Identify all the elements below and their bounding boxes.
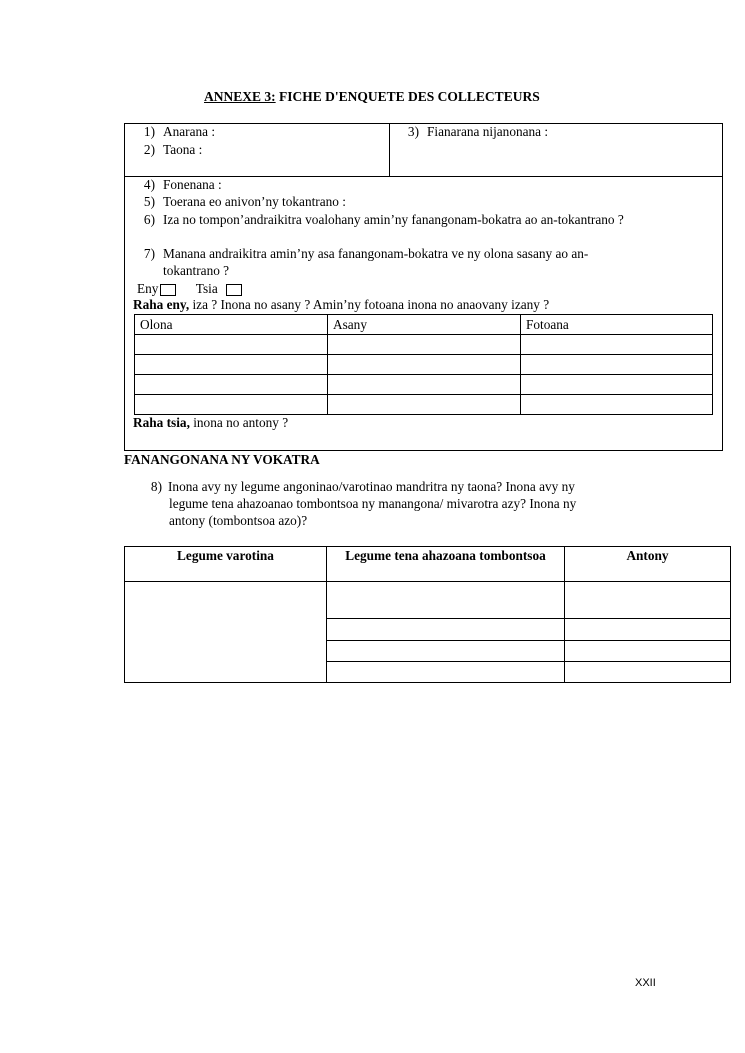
collector-form <box>124 123 723 451</box>
table-header-row <box>125 547 731 582</box>
question-3: 3) Fianarana nijanonana : <box>407 124 549 139</box>
eny-checkbox[interactable] <box>160 284 176 296</box>
header-fotoana: Fotoana <box>521 315 713 335</box>
question-6: 6) Iza no tompon’andraikitra voalohany amin’ny fanangonam-bokatra ao an-tokantrano ? <box>143 212 624 227</box>
table-cell[interactable] <box>565 661 731 682</box>
table-cell[interactable] <box>135 375 328 395</box>
section-heading: FANANGONANA NY VOKATRA <box>124 452 320 467</box>
question-5-label: Toerana eo anivon’ny tokantrano : <box>163 194 346 209</box>
table-cell[interactable] <box>521 395 713 415</box>
table-cell[interactable] <box>565 619 731 640</box>
title-rest: FICHE D'ENQUETE DES COLLECTEURS <box>275 89 540 104</box>
table-row <box>135 355 713 375</box>
question-7-line1: Manana andraikitra amin’ny asa fanangonam-bokatra ve ny olona sasany ao an- <box>163 246 589 261</box>
question-8-line2: legume tena ahazoanao tombontsoa ny manangona/ mivarotra azy? Inona ny <box>169 496 577 511</box>
question-4: 4) Fonenana : <box>143 177 222 192</box>
table-cell[interactable] <box>328 335 521 355</box>
table-cell[interactable] <box>565 582 731 619</box>
question-7: 7) Manana andraikitra amin’ny asa fanangonam-bokatra ve ny olona sasany ao an- <box>143 246 589 261</box>
question-4-label: Fonenana : <box>163 177 222 192</box>
question-6-label: Iza no tompon’andraikitra voalohany amin’ny fanangonam-bokatra ao an-tokantrano ? <box>163 212 624 227</box>
table-row <box>135 395 713 415</box>
question-8: 8) Inona avy ny legume angoninao/varotinao mandritra ny taona? Inona avy ny <box>150 479 575 494</box>
table-cell[interactable] <box>135 355 328 375</box>
tsia-checkbox[interactable] <box>226 284 242 296</box>
table-header-row <box>135 315 713 335</box>
table-cell[interactable] <box>135 335 328 355</box>
form-row-identity <box>125 124 722 177</box>
raha-tsia-question <box>133 415 288 431</box>
question-8-line1: Inona avy ny legume angoninao/varotinao mandritra ny taona? Inona avy ny <box>168 479 575 494</box>
roles-table <box>134 314 713 415</box>
column-divider <box>389 124 390 176</box>
table-cell[interactable] <box>521 355 713 375</box>
yes-no-choice <box>137 281 242 297</box>
header-asany: Asany <box>328 315 521 335</box>
raha-tsia-bold: Raha tsia, <box>133 415 190 430</box>
question-1: 1) Anarana : <box>143 124 216 139</box>
raha-eny-rest: iza ? Inona no asany ? Amin’ny fotoana inona no anaovany izany ? <box>189 297 550 312</box>
table-row <box>135 375 713 395</box>
tsia-label: Tsia <box>195 281 218 296</box>
raha-eny-question <box>133 297 549 313</box>
table-cell[interactable] <box>521 335 713 355</box>
eny-label: Eny <box>137 281 159 296</box>
table-cell[interactable] <box>328 355 521 375</box>
table-cell[interactable] <box>328 375 521 395</box>
legume-table <box>124 546 731 683</box>
header-antony: Antony <box>565 547 731 582</box>
table-cell[interactable] <box>327 619 565 640</box>
question-3-label: Fianarana nijanonana : <box>427 124 549 139</box>
table-cell[interactable] <box>327 582 565 619</box>
table-cell[interactable] <box>328 395 521 415</box>
table-row <box>125 582 731 619</box>
table-row <box>135 335 713 355</box>
question-8-line3: antony (tombontsoa azo)? <box>169 513 308 528</box>
table-cell[interactable] <box>125 582 327 683</box>
page-title <box>0 89 745 105</box>
table-cell[interactable] <box>135 395 328 415</box>
question-2: 2) Taona : <box>143 142 203 157</box>
header-olona: Olona <box>135 315 328 335</box>
question-2-label: Taona : <box>163 142 203 157</box>
page-number: XXII <box>635 977 656 989</box>
question-5: 5) Toerana eo anivon’ny tokantrano : <box>143 194 346 209</box>
question-7-line2: tokantrano ? <box>163 263 230 278</box>
raha-eny-bold: Raha eny, <box>133 297 190 312</box>
question-1-label: Anarana : <box>163 124 216 139</box>
header-legume-tombontsoa: Legume tena ahazoana tombontsoa <box>327 547 565 582</box>
table-cell[interactable] <box>521 375 713 395</box>
table-cell[interactable] <box>327 661 565 682</box>
title-annexe: ANNEXE 3: <box>204 89 276 104</box>
table-cell[interactable] <box>327 640 565 661</box>
raha-tsia-rest: inona no antony ? <box>189 415 289 430</box>
header-legume-varotina: Legume varotina <box>125 547 327 582</box>
table-cell[interactable] <box>565 640 731 661</box>
